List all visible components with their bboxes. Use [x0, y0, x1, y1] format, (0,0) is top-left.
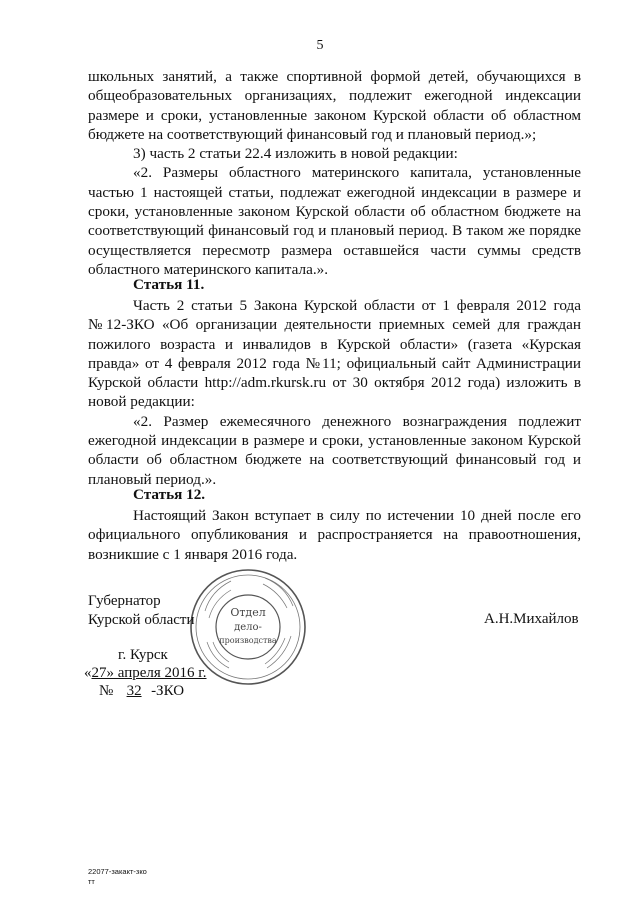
- paragraph-quote-capital: «2. Размеры областного материнского капитала, установленные частью 1 настоящей статьи, подлежат ежегодной индексации в размере и сроки, установленные законом Курской области об областном бюджете на соответствующий финансовый год и плановый период. В таком же порядке осуществляется пересмотр размера оставшейся части суммы средств областного материнского капитала.».: [88, 164, 581, 278]
- article-11-title: Статья 11.: [133, 276, 205, 293]
- position-line-2: Курской области: [88, 612, 195, 628]
- law-date: [84, 664, 207, 683]
- stamp-text-line2: дело-: [234, 622, 262, 633]
- number-suffix: -ЗКО: [151, 683, 185, 699]
- position-line-1: Губернатор: [88, 593, 161, 609]
- top-text: [88, 67, 581, 279]
- paragraph-continuation: школьных занятий, а также спортивной формой детей, обучающихся в общеобразовательных организациях, подлежит ежегодной индексации размере и сроки, установленные законом Курской области об областном бюджете на соответствующий финансовый год и плановый период.»;: [88, 68, 581, 143]
- page-number: 5: [316, 38, 324, 53]
- footer-code: [88, 867, 147, 887]
- article-11-paragraph-1: Часть 2 статьи 5 Закона Курской области от 1 февраля 2012 года №12-ЗКО «Об организации деятельности приемных семей для граждан пожилого возраста и инвалидов в Курской области» (газета «Курская правда» от 4 февраля 2012 года №11; официальный сайт Администрации Курской области http://adm.rkursk.ru от 30 октября 2012 года) изложить в новой редакции:: [88, 297, 581, 411]
- law-number: [99, 682, 184, 701]
- stamp-text-line1: Отдел: [230, 606, 266, 619]
- article-12-paragraph-1: Настоящий Закон вступает в силу по истечении 10 дней после его официального опубликования и распространяется на правоотношения, возникшие с 1 января 2016 года.: [88, 507, 581, 563]
- article-11-body: [88, 296, 581, 489]
- number-value: 32: [126, 683, 142, 699]
- stamp-text-line3: производства: [219, 636, 277, 645]
- paragraph-item-3: 3) часть 2 статьи 22.4 изложить в новой редакции:: [133, 145, 458, 163]
- footer-line-1: 22077-закакт-зко: [88, 867, 147, 876]
- article-12-title: Статья 12.: [133, 486, 206, 503]
- city: г. Курск: [118, 647, 168, 663]
- article-11-paragraph-2: «2. Размер ежемесячного денежного вознаграждения подлежит ежегодной индексации в размере и сроки, установленные законом Курской области об областном бюджете на соответствующий финансовый год и плановый период.».: [88, 412, 581, 488]
- signatory-name: А.Н.Михайлов: [484, 611, 579, 627]
- footer-line-2: тт: [88, 877, 95, 886]
- number-prefix: №: [99, 683, 114, 699]
- date-prefix: «: [84, 665, 92, 681]
- date-day: 27: [91, 665, 107, 681]
- signatory-position: [88, 592, 194, 630]
- article-12-body: [88, 506, 581, 564]
- date-rest: » апреля 2016 г.: [106, 665, 207, 681]
